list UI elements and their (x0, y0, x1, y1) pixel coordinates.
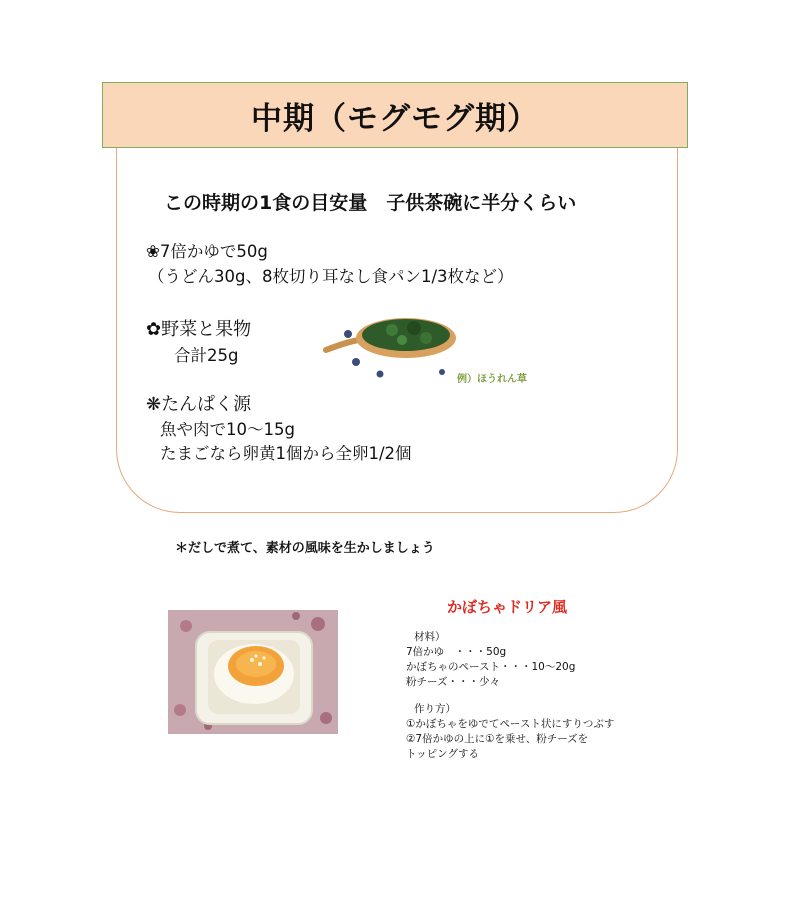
pumpkin-doria-photo (168, 610, 338, 734)
vegetables-item (146, 315, 251, 341)
spinach-caption: 例）ほうれん草 (457, 374, 527, 385)
protein-amount-egg: たまごなら卵黄1個から全卵1/2個 (160, 444, 412, 463)
ingredients-label: 材料） (414, 631, 446, 643)
porridge-item (146, 238, 268, 262)
porridge-heading: 7倍かゆで50g (159, 242, 268, 261)
ingredient-pumpkin-paste: かぼちゃのペースト・・・10〜20g (406, 661, 576, 673)
ingredient-porridge: 7倍かゆ ・・・50g (406, 646, 507, 658)
ingredient-cheese: 粉チーズ・・・少々 (406, 676, 500, 688)
protein-heading: たんぱく源 (161, 394, 252, 415)
step-2: ②7倍かゆの上に①を乗せ、粉チーズを (406, 733, 589, 745)
page-title: 中期（モグモグ期） (251, 100, 539, 137)
serving-guide-lead: この時期の1食の目安量 子供茶碗に半分くらい (164, 192, 577, 214)
spinach-spoon-image (322, 310, 462, 380)
step-1: ①かぼちゃをゆでてペースト状にすりつぶす (406, 718, 615, 730)
title-banner (102, 82, 688, 148)
vegetables-heading: 野菜と果物 (161, 319, 252, 340)
steps-label: 作り方） (414, 703, 456, 715)
flower-outline-icon: ✿ (146, 319, 162, 340)
protein-item (146, 390, 251, 416)
porridge-alternatives: （うどん30g、8枚切り耳なし食パン1/3枚など） (148, 267, 514, 286)
vegetables-amount: 合計25g (174, 346, 239, 365)
step-2-continued: トッピングする (406, 748, 479, 760)
protein-amount-fish-meat: 魚や肉で10〜15g (160, 420, 295, 439)
asterisk-flower-icon: ❋ (146, 394, 162, 415)
flower-icon: ❀ (146, 242, 160, 261)
recipe-title: かぼちゃドリア風 (447, 598, 568, 616)
cooking-tip-note: ＊だしで煮て、素材の風味を生かしましょう (175, 541, 435, 556)
